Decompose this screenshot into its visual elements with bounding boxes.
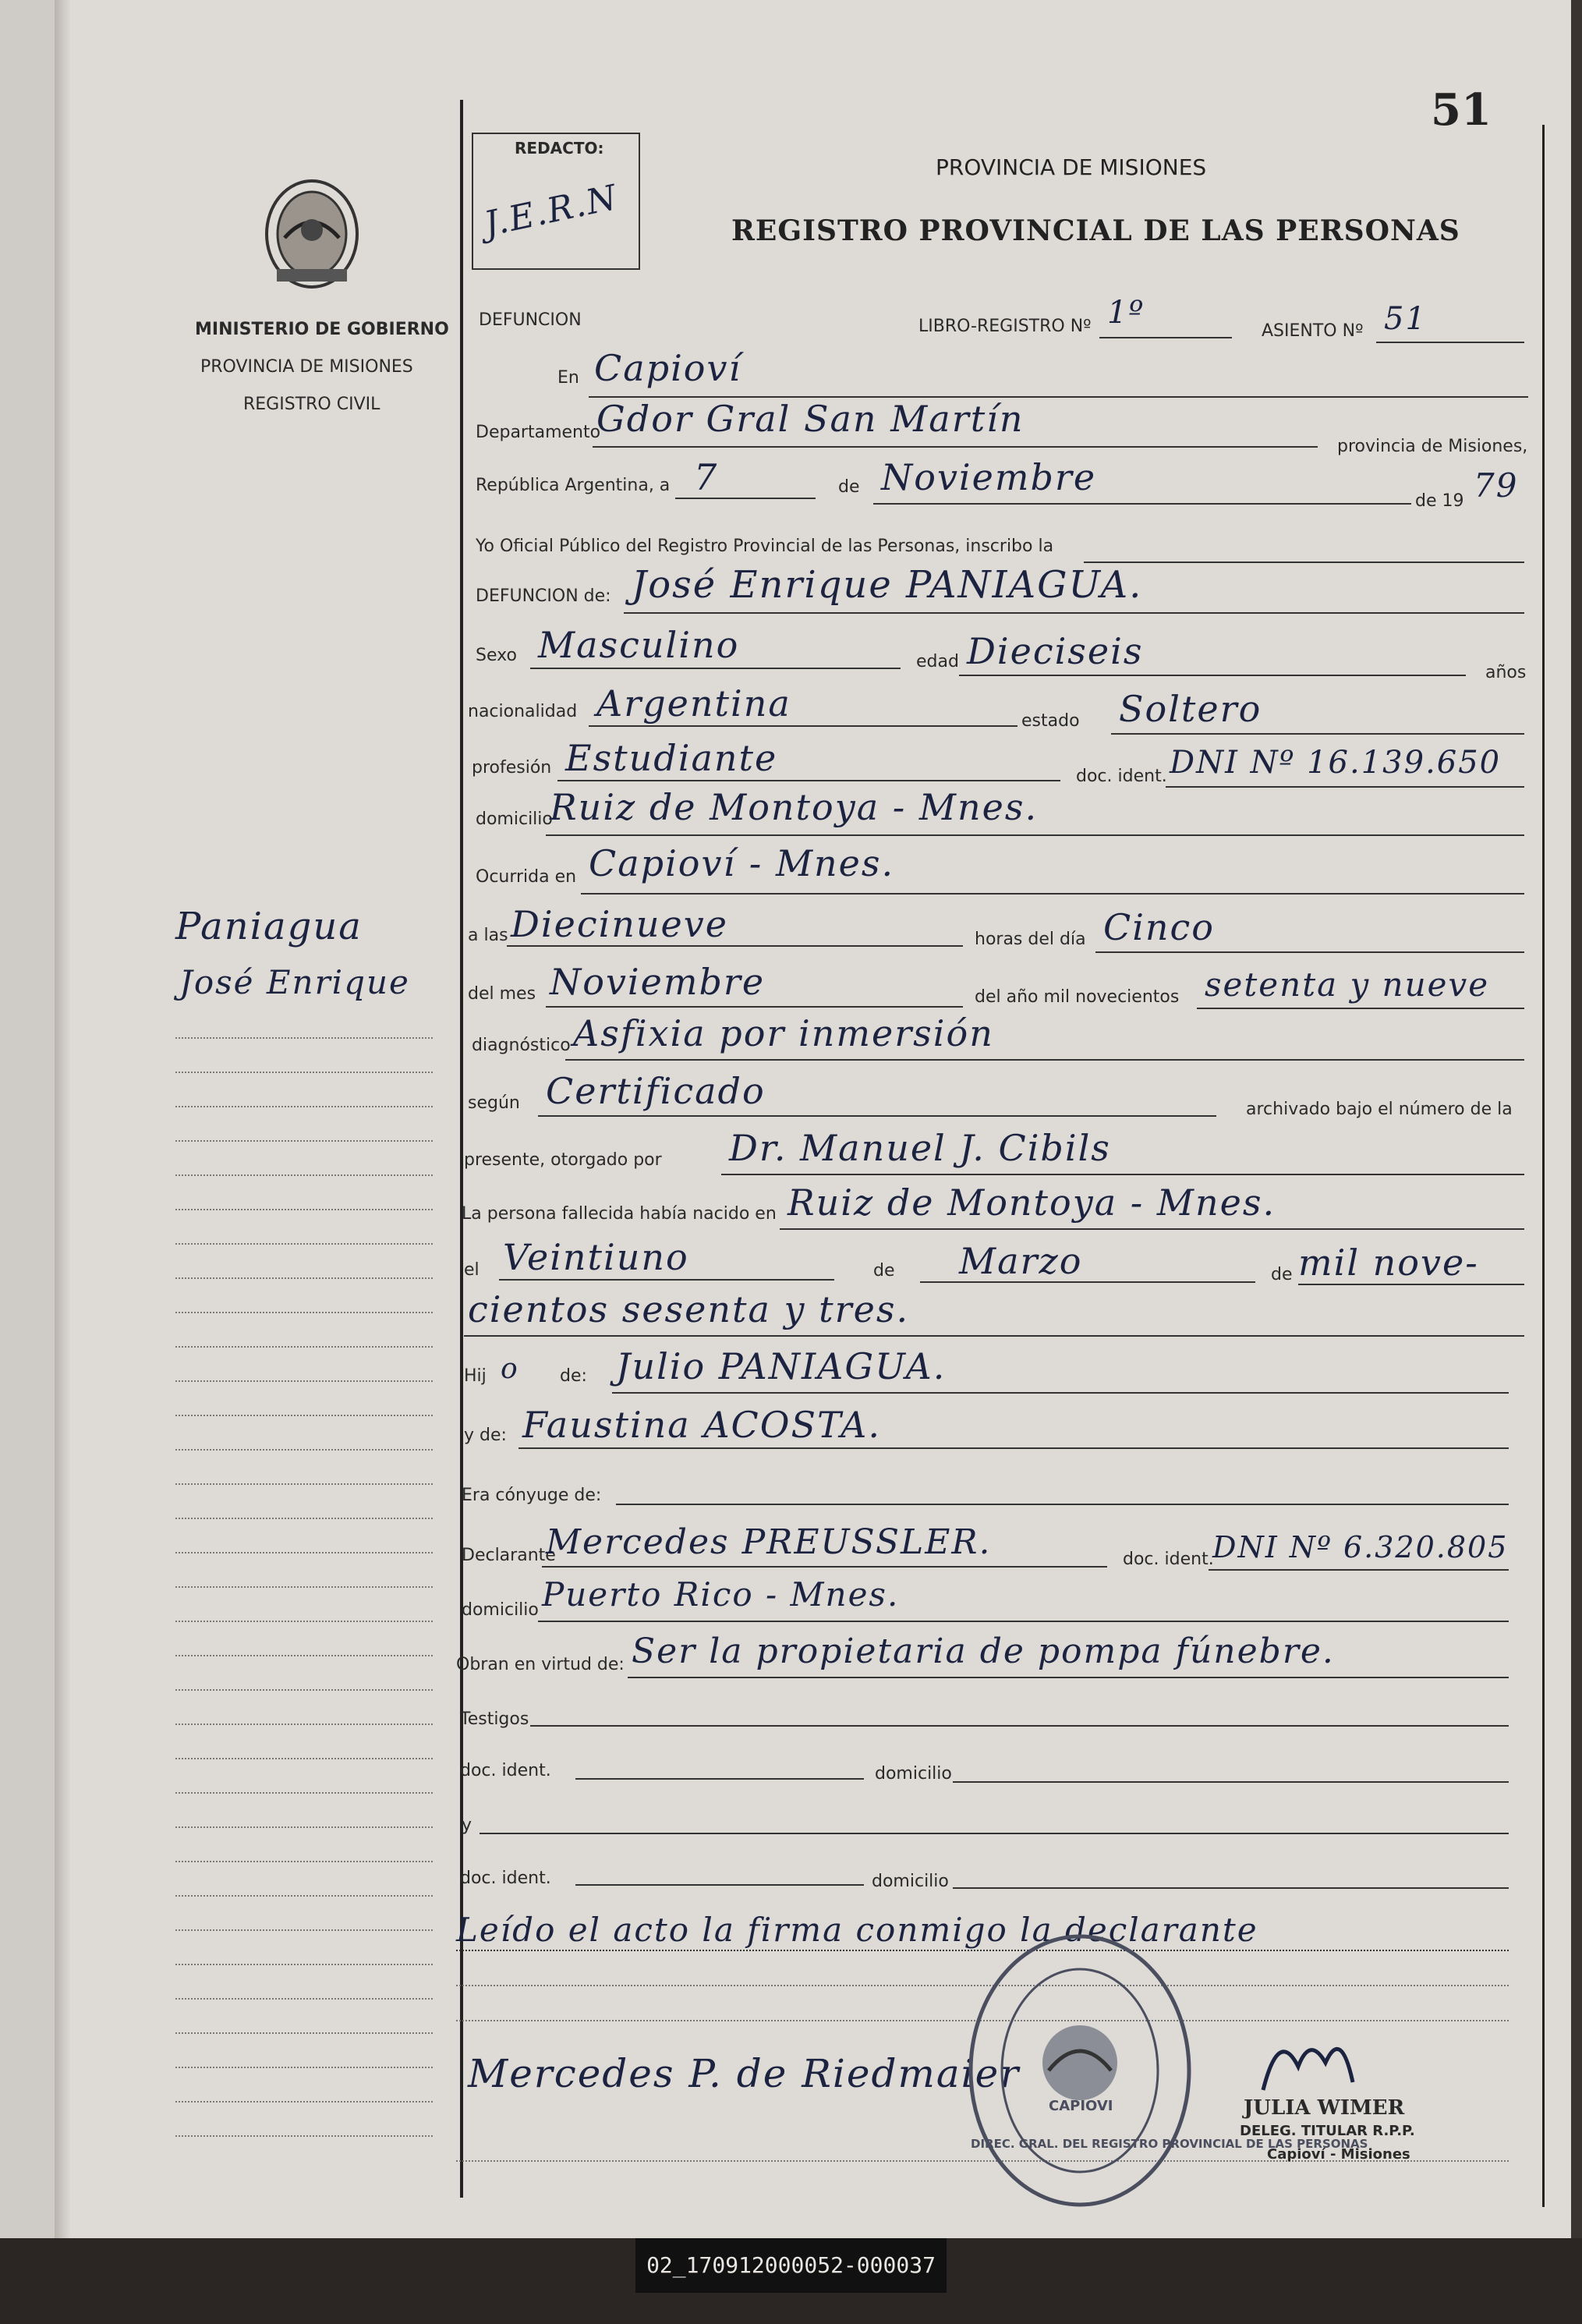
dia-value: 7 [694,456,719,498]
anio-value: 79 [1474,466,1519,505]
margin-dotted-line [175,2101,433,2103]
mes-value: Noviembre [881,456,1097,498]
right-border-line [1542,125,1545,2207]
segun-line [538,1115,1216,1117]
sexo-value: Masculino [538,624,740,666]
del-mes-line [546,1006,963,1008]
coat-of-arms-icon [261,175,363,292]
profesion-label: profesión [472,758,552,778]
margin-dotted-line [175,1106,433,1107]
presente-line [721,1174,1524,1175]
margin-note-surname: Paniagua [175,905,363,948]
margin-dotted-line [175,1998,433,2000]
domicilio3-label: domicilio [875,1764,952,1784]
dia-line [675,498,816,499]
sexo-line [530,668,901,669]
official-place: Capioví - Misiones [1267,2146,1410,2163]
margin-dotted-line [175,1174,433,1176]
margin-dotted-line [175,1895,433,1897]
margin-dotted-line [175,1518,433,1519]
redacto-label: REDACTO: [515,139,604,158]
hij-suffix: o [501,1353,519,1385]
margin-note-names: José Enrique [179,963,410,1001]
en-value: Capioví [594,347,742,389]
margin-dotted-line [175,1072,433,1073]
a-las-value: Diecinueve [511,903,728,945]
testigos-line [530,1725,1509,1727]
margin-dotted-line [175,1964,433,1965]
nacido-value: Ruiz de Montoya - Mnes. [787,1181,1276,1224]
edad-line [959,675,1466,676]
domicilio2-label: domicilio [462,1600,539,1620]
doc-ident2-value: DNI Nº 6.320.805 [1212,1530,1509,1564]
official-signature-icon [1255,2020,1364,2106]
redacto-value: J.E.R.N [480,177,622,245]
defuncion-label: DEFUNCION [479,310,582,330]
libro-value: 1º [1107,295,1145,331]
defuncion-de-label: DEFUNCION de: [476,586,611,606]
libro-label: LIBRO-REGISTRO Nº [918,317,1092,336]
anio-mil-line [1197,1008,1524,1009]
nacionalidad-label: nacionalidad [468,702,578,721]
padre-line [612,1392,1509,1394]
doc-ident3-label: doc. ident. [460,1761,551,1780]
doc-ident2-label: doc. ident. [1123,1550,1214,1569]
margin-dotted-line [175,2067,433,2068]
asiento-label: ASIENTO Nº [1262,321,1364,341]
asiento-value: 51 [1384,301,1427,337]
margin-dotted-line [175,1415,433,1416]
en-label: En [557,368,579,388]
de-label: de [838,477,860,497]
y-de-label: y de: [464,1426,507,1445]
estado-label: estado [1021,711,1080,731]
mes2-value: Marzo [959,1240,1083,1282]
horas-label: horas del día [975,930,1086,949]
domicilio2-line [538,1621,1509,1622]
domicilio-value: Ruiz de Montoya - Mnes. [550,786,1039,828]
domicilio3-line [953,1781,1509,1783]
margin-dotted-line [175,1792,433,1794]
nacido-line [780,1228,1524,1230]
presente-label: presente, otorgado por [464,1150,662,1170]
hij-de-label: de: [560,1366,587,1386]
a-las-line [507,945,963,947]
mil-value: mil nove- [1298,1242,1479,1284]
doc-ident3-line [575,1778,864,1780]
mes-line [873,503,1411,505]
defuncion-de-value: José Enrique PANIAGUA. [632,563,1143,607]
nacido-label: La persona fallecida había nacido en [462,1204,777,1224]
edad-label: edad [916,652,959,671]
doc-ident4-line [575,1884,864,1886]
departamento-line [593,446,1318,448]
de2-label: de [873,1261,895,1281]
margin-dotted-line [175,1243,433,1245]
profesion-line [557,780,1060,781]
presente-value: Dr. Manuel J. Cibils [729,1127,1111,1169]
declarante-label: Declarante [462,1546,556,1565]
page-number: 51 [1431,84,1492,136]
mil-value-continuation: cientos sesenta y tres. [468,1288,910,1330]
madre-line [518,1447,1509,1449]
sexo-label: Sexo [476,646,517,665]
margin-dotted-line [175,1449,433,1451]
seal-inner: CAPIOVI [1049,2098,1113,2114]
nacionalidad-value: Argentina [596,682,791,724]
continuation-line [464,1335,1524,1337]
official-name: JULIA WIMER [1244,2096,1405,2120]
official-title: DELEG. TITULAR R.P.P. [1240,2123,1415,2139]
libro-line [1099,337,1232,338]
obran-value: Ser la propietaria de pompa fúnebre. [632,1631,1335,1671]
doc-ident4-label: doc. ident. [460,1869,551,1888]
republica-label: República Argentina, a [476,476,671,495]
y-label: y [462,1816,472,1835]
margin-dotted-line [175,1621,433,1622]
el-line [499,1279,834,1281]
book-spine [55,0,72,2238]
margin-dotted-line [175,1380,433,1382]
declarante-signature: Mercedes P. de Riedmaier [468,2051,1021,2096]
defuncion-de-line [624,612,1524,614]
estado-value: Soltero [1119,688,1262,730]
ocurrida-line [581,893,1524,895]
mes2-line [920,1281,1255,1283]
departamento-value: Gdor Gral San Martín [596,398,1025,440]
padre-value: Julio PANIAGUA. [616,1345,947,1387]
diagnostico-line [565,1059,1524,1061]
el-value: Veintiuno [503,1236,689,1278]
seal-text: DIREC. GRAL. DEL REGISTRO PROVINCIAL DE LAS PERSONAS [971,2137,1368,2151]
official-seal-icon [963,1930,1197,2211]
doc-ident2-line [1209,1569,1509,1571]
anos-label: años [1485,663,1527,682]
ocurrida-label: Ocurrida en [476,867,577,887]
margin-dotted-line [175,1929,433,1931]
el-label: el [464,1260,480,1280]
domicilio4-line [953,1887,1509,1889]
margin-dotted-line [175,1655,433,1656]
horas-value: Cinco [1103,906,1215,948]
madre-value: Faustina ACOSTA. [522,1404,881,1446]
anio-mil-label: del año mil novecientos [975,987,1180,1007]
nacionalidad-line [589,725,1018,727]
obran-label: Obran en virtud de: [456,1655,625,1674]
domicilio-label: domicilio [476,810,553,829]
de-19-label: de 19 [1415,491,1464,511]
anio-mil-value: setenta y nueve [1205,965,1490,1004]
margin-dotted-line [175,1724,433,1725]
diagnostico-value: Asfixia por inmersión [573,1012,994,1054]
margin-dotted-line [175,1861,433,1862]
image-caption [0,2238,1582,2324]
doc-ident-label: doc. ident. [1076,767,1167,786]
diagnostico-label: diagnóstico [472,1036,571,1055]
domicilio4-label: domicilio [872,1872,949,1891]
conyuge-line [616,1504,1509,1505]
margin-dotted-line [175,1346,433,1348]
hij-label: Hij [464,1366,487,1386]
estado-line [1111,733,1524,735]
ministry-line2: PROVINCIA DE MISIONES [200,357,413,377]
provincia-label: provincia de Misiones, [1337,437,1528,456]
ocurrida-value: Capioví - Mnes. [589,842,895,884]
conyuge-label: Era cónyuge de: [462,1486,602,1505]
declarante-line [542,1566,1107,1568]
doc-ident-value: DNI Nº 16.139.650 [1170,745,1502,781]
domicilio-line [546,834,1524,836]
margin-dotted-line [175,1552,433,1553]
obran-line [628,1677,1509,1678]
margin-dotted-line [175,1140,433,1142]
margin-dotted-line [175,2032,433,2034]
yo-oficial-label: Yo Oficial Público del Registro Provincial de las Personas, inscribo la [476,537,1054,556]
margin-dotted-line [175,2135,433,2137]
asiento-line [1376,342,1524,343]
margin-dotted-line [175,1209,433,1210]
margin-dotted-line [175,1758,433,1759]
de3-label: de [1271,1265,1293,1284]
caption-text: 02_170912000052-000037 [635,2238,947,2293]
province-title: PROVINCIA DE MISIONES [936,154,1207,180]
declarante-value: Mercedes PREUSSLER. [546,1522,992,1562]
segun-label: según [468,1093,520,1113]
departamento-label: Departamento [476,423,601,442]
margin-dotted-line [175,1689,433,1691]
margin-dotted-line [175,1586,433,1588]
a-las-label: a las [468,926,508,945]
segun-value: Certificado [546,1070,766,1112]
margin-dotted-line [175,1483,433,1485]
edad-value: Dieciseis [967,630,1144,672]
horas-line [1095,951,1524,953]
del-mes-value: Noviembre [550,961,766,1003]
y-line [480,1833,1509,1834]
margin-dotted-line [175,1277,433,1279]
del-mes-label: del mes [468,984,536,1004]
leido-value: Leído el acto la firma conmigo la declarante [456,1911,1258,1949]
archivado-label: archivado bajo el número de la [1246,1100,1513,1119]
margin-dotted-line [175,1312,433,1313]
yo-oficial-line [1084,562,1524,563]
testigos-label: Testigos [460,1709,529,1729]
margin-dotted-line [175,1037,433,1039]
registry-title: REGISTRO PROVINCIAL DE LAS PERSONAS [731,214,1460,247]
mil-line [1298,1284,1524,1285]
margin-dotted-line [175,1826,433,1828]
ministry-line3: REGISTRO CIVIL [243,395,380,414]
doc-ident-line [1166,786,1524,788]
domicilio2-value: Puerto Rico - Mnes. [542,1575,900,1614]
ministry-line1: MINISTERIO DE GOBIERNO [195,320,449,339]
profesion-value: Estudiante [565,737,778,779]
